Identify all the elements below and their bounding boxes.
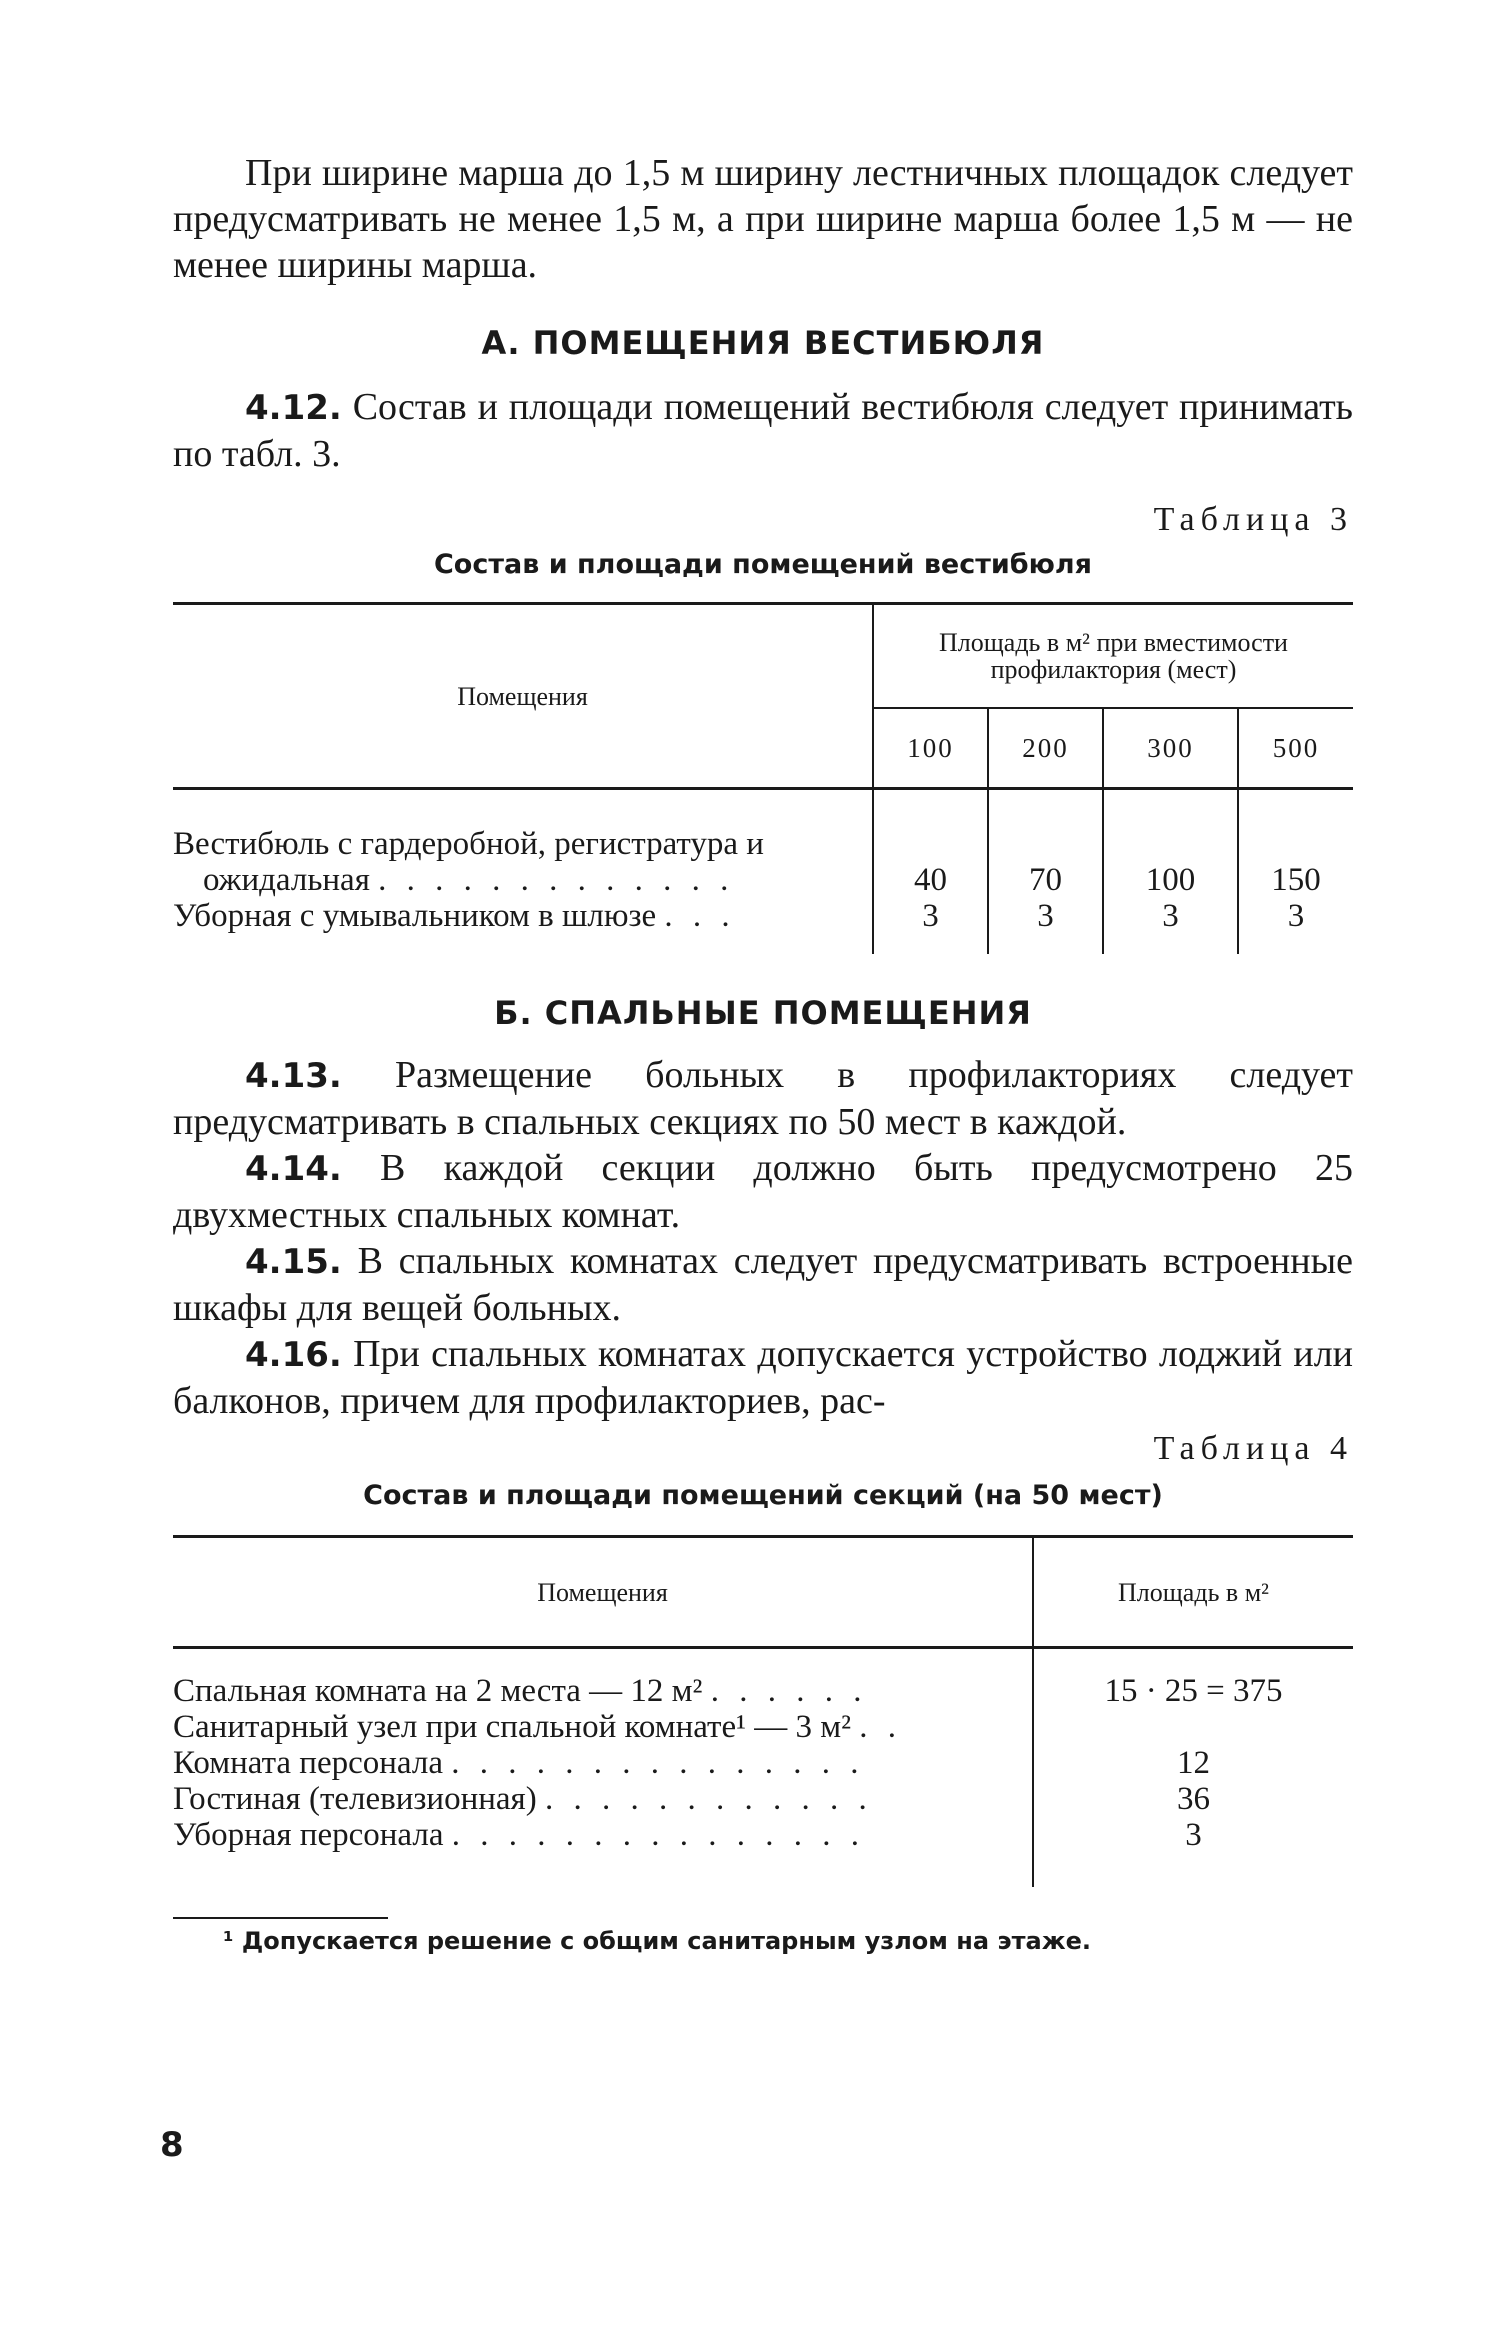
table3-value: 3	[873, 898, 988, 954]
row-name-line2: ожидальная . . . . . . . . . . . . .	[203, 862, 735, 898]
paragraph-text: Состав и площади помещений вестибюля следует принимать по табл. 3.	[173, 386, 1354, 475]
table3-header-area: Площадь в м² при вместимости профилактория (мест)	[873, 604, 1353, 709]
row-name-line1: Вестибюль с гардеробной, регистратура и	[173, 826, 764, 862]
table3-capacity-100: 100	[873, 708, 988, 789]
table3	[173, 602, 1353, 954]
table3-capacity-300: 300	[1103, 708, 1238, 789]
table4-value: 36	[1177, 1781, 1210, 1817]
table-row	[173, 789, 1353, 899]
paragraph-4-14: 4.14. В каждой секции должно быть предусмотрено 25 двухместных спальных комнат.	[173, 1147, 1353, 1236]
table4	[173, 1535, 1353, 1887]
table4-label: Таблица 4	[1153, 1430, 1353, 1467]
table3-value: 3	[1287, 898, 1305, 934]
table3-value: 150	[1271, 862, 1321, 898]
table3-value: 3	[1103, 898, 1238, 954]
page-number: 8	[160, 2125, 184, 2165]
section-a-heading: А. ПОМЕЩЕНИЯ ВЕСТИБЮЛЯ	[481, 324, 1045, 362]
table3-capacity-200: 200	[988, 708, 1103, 789]
table-row: Комната персонала . . . . . . . . . . . . . . . 12	[173, 1745, 1353, 1781]
table3-capacity-500: 500	[1272, 732, 1320, 763]
table4-value: 3	[1185, 1817, 1202, 1853]
table3-value: 100	[1103, 789, 1238, 899]
table4-header-area: Площадь в м²	[1118, 1577, 1269, 1607]
section-b-heading: Б. СПАЛЬНЫЕ ПОМЕЩЕНИЯ	[494, 994, 1032, 1032]
table4-value	[1033, 1709, 1353, 1745]
table-row: Уборная персонала . . . . . . . . . . . . . . . 3	[173, 1817, 1353, 1887]
paragraph-4-12	[173, 384, 1353, 477]
table3-label: Таблица 3	[1153, 501, 1353, 538]
footnote-divider	[173, 1917, 388, 1919]
table-row	[173, 898, 1353, 954]
paragraph-number: 4.12.	[245, 388, 342, 428]
paragraph-4-16: 4.16. При спальных комнатах допускается устройство лоджий или балконов, причем для профилакториев, рас-	[173, 1333, 1353, 1422]
table3-row-name: Уборная с умывальником в шлюзе . . .	[173, 898, 873, 954]
table3-row-name	[173, 789, 873, 899]
table3-value: 3	[988, 898, 1103, 954]
document-page	[173, 150, 1353, 1955]
table-row: Спальная комната на 2 места — 12 м² . . . . . . 15 · 25 = 375	[173, 1648, 1353, 1710]
table4-value: 12	[1177, 1745, 1210, 1781]
table-row: Санитарный узел при спальной комнате¹ — 3 м² . .	[173, 1709, 1353, 1745]
footnote: ¹ Допускается решение с общим санитарным узлом на этаже.	[223, 1927, 1091, 1955]
paragraph-4-15: 4.15. В спальных комнатах следует предусматривать встроенные шкафы для вещей больных.	[173, 1240, 1353, 1329]
table-row: Гостиная (телевизионная) . . . . . . . . . . . . 36	[173, 1781, 1353, 1817]
table3-caption: Состав и площади помещений вестибюля	[433, 549, 1093, 580]
section-b-body	[173, 1052, 1353, 1424]
table3-value: 40	[873, 789, 988, 899]
table4-value: 15 · 25 = 375	[1104, 1673, 1283, 1709]
table4-header-rooms: Помещения	[173, 1537, 1033, 1648]
table3-value: 70	[988, 789, 1103, 899]
table3-header-rooms: Помещения	[173, 604, 873, 789]
paragraph-4-13: 4.13. Размещение больных в профилакториях следует предусматривать в спальных секциях по 50 мест в каждой.	[173, 1054, 1353, 1143]
table4-caption: Состав и площади помещений секций (на 50 мест)	[363, 1480, 1163, 1511]
intro-paragraph: При ширине марша до 1,5 м ширину лестничных площадок следует предусматривать не менее 1,5 м, а при ширине марша более 1,5 м — не менее ширины марша.	[173, 152, 1353, 286]
